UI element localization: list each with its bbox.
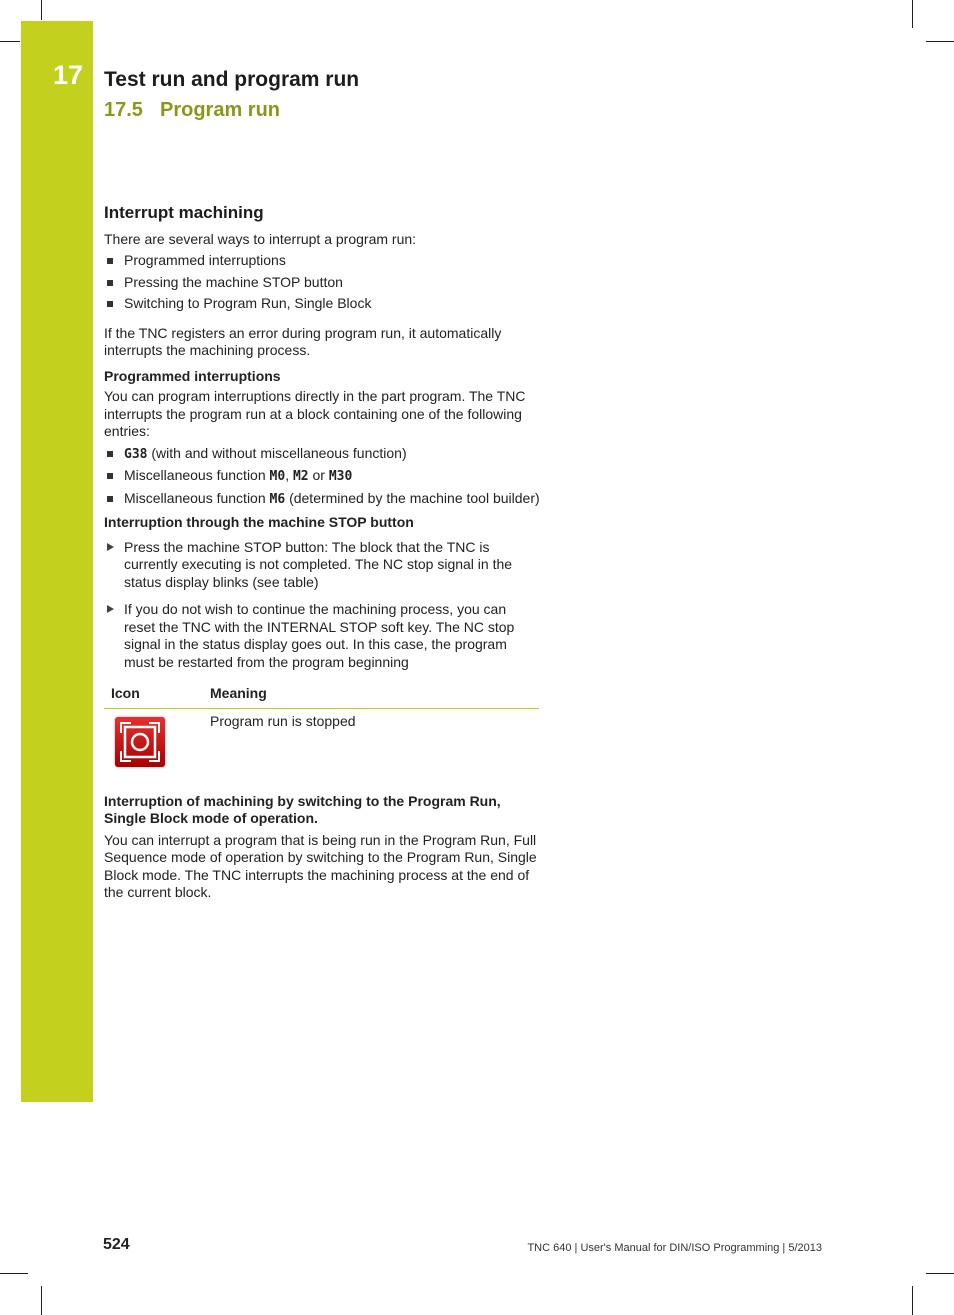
code-m6: M6	[269, 491, 286, 507]
page-number: 524	[103, 1236, 130, 1253]
crop-mark	[0, 1273, 28, 1274]
section-number: 17.5	[104, 99, 143, 121]
main-content	[104, 204, 540, 902]
list-item: Pressing the machine STOP button	[104, 274, 540, 292]
programmed-list	[104, 445, 540, 509]
subheading-stop-button: Interruption through the machine STOP button	[104, 514, 414, 530]
subheading-programmed: Programmed interruptions	[104, 367, 281, 384]
footer-text: TNC 640 | User's Manual for DIN/ISO Programming | 5/2013	[527, 1242, 822, 1254]
chapter-number: 17	[53, 60, 84, 90]
list-item: Switching to Program Run, Single Block	[104, 295, 540, 313]
programmed-text: You can program interruptions directly in the part program. The TNC interrupts the program run at a block containing one of the following entries:	[104, 388, 526, 439]
chapter-sidebar	[21, 21, 93, 1102]
code-m30: M30	[328, 469, 353, 484]
program-stopped-icon	[115, 717, 165, 767]
crop-mark	[41, 0, 42, 20]
code-m2: M2	[292, 469, 309, 484]
code-m0: M0	[269, 469, 286, 484]
list-item: Programmed interruptions	[104, 252, 540, 270]
step-item: Press the machine STOP button: The block that the TNC is currently executing is not completed. The NC stop signal in the status display blinks (see table)	[104, 539, 540, 592]
table-row	[104, 708, 539, 767]
separator: ,	[285, 467, 293, 483]
section-name: Program run	[160, 99, 281, 121]
intro-text: There are several ways to interrupt a program run:	[104, 230, 417, 247]
item-text: (with and without miscellaneous function)	[147, 444, 407, 461]
subheading-single-block: Interruption of machining by switching to the Program Run, Single Block mode of operation.	[104, 792, 501, 826]
heading-interrupt-machining: Interrupt machining	[104, 203, 264, 222]
separator: or	[308, 467, 329, 483]
stop-steps	[104, 539, 540, 672]
code-g38: G38	[124, 446, 148, 462]
list-item	[104, 490, 540, 509]
error-text: If the TNC registers an error during program run, it automatically interrupts the machining process.	[104, 324, 502, 358]
item-text: (determined by the machine tool builder)	[285, 489, 540, 506]
chapter-title: Test run and program run	[104, 68, 360, 91]
section-title	[104, 99, 280, 122]
list-item	[104, 445, 540, 464]
crop-mark	[926, 1273, 954, 1274]
crop-mark	[912, 0, 913, 28]
item-text: Miscellaneous function	[124, 467, 270, 483]
crop-mark	[0, 41, 20, 42]
ways-list	[104, 252, 540, 313]
table-cell-icon	[104, 708, 210, 767]
table-cell-meaning: Program run is stopped	[210, 712, 356, 729]
table-header-icon: Icon	[104, 681, 210, 708]
crop-mark	[41, 1286, 42, 1315]
crop-mark	[926, 41, 954, 42]
step-item: If you do not wish to continue the machining process, you can reset the TNC with the INTERNAL STOP soft key. The NC stop signal in the status display goes out. In this case, the program must be restarted from the program beginning	[104, 601, 540, 671]
list-item	[104, 467, 540, 486]
item-text: Miscellaneous function	[124, 489, 270, 506]
table-header-meaning: Meaning	[210, 681, 539, 708]
icon-table	[104, 681, 539, 767]
crop-mark	[912, 1286, 913, 1315]
single-block-text: You can interrupt a program that is being run in the Program Run, Full Sequence mode of operation by switching to the Program Run, Single Block mode. The TNC interrupts the machining process at the end of the current block.	[104, 831, 537, 900]
